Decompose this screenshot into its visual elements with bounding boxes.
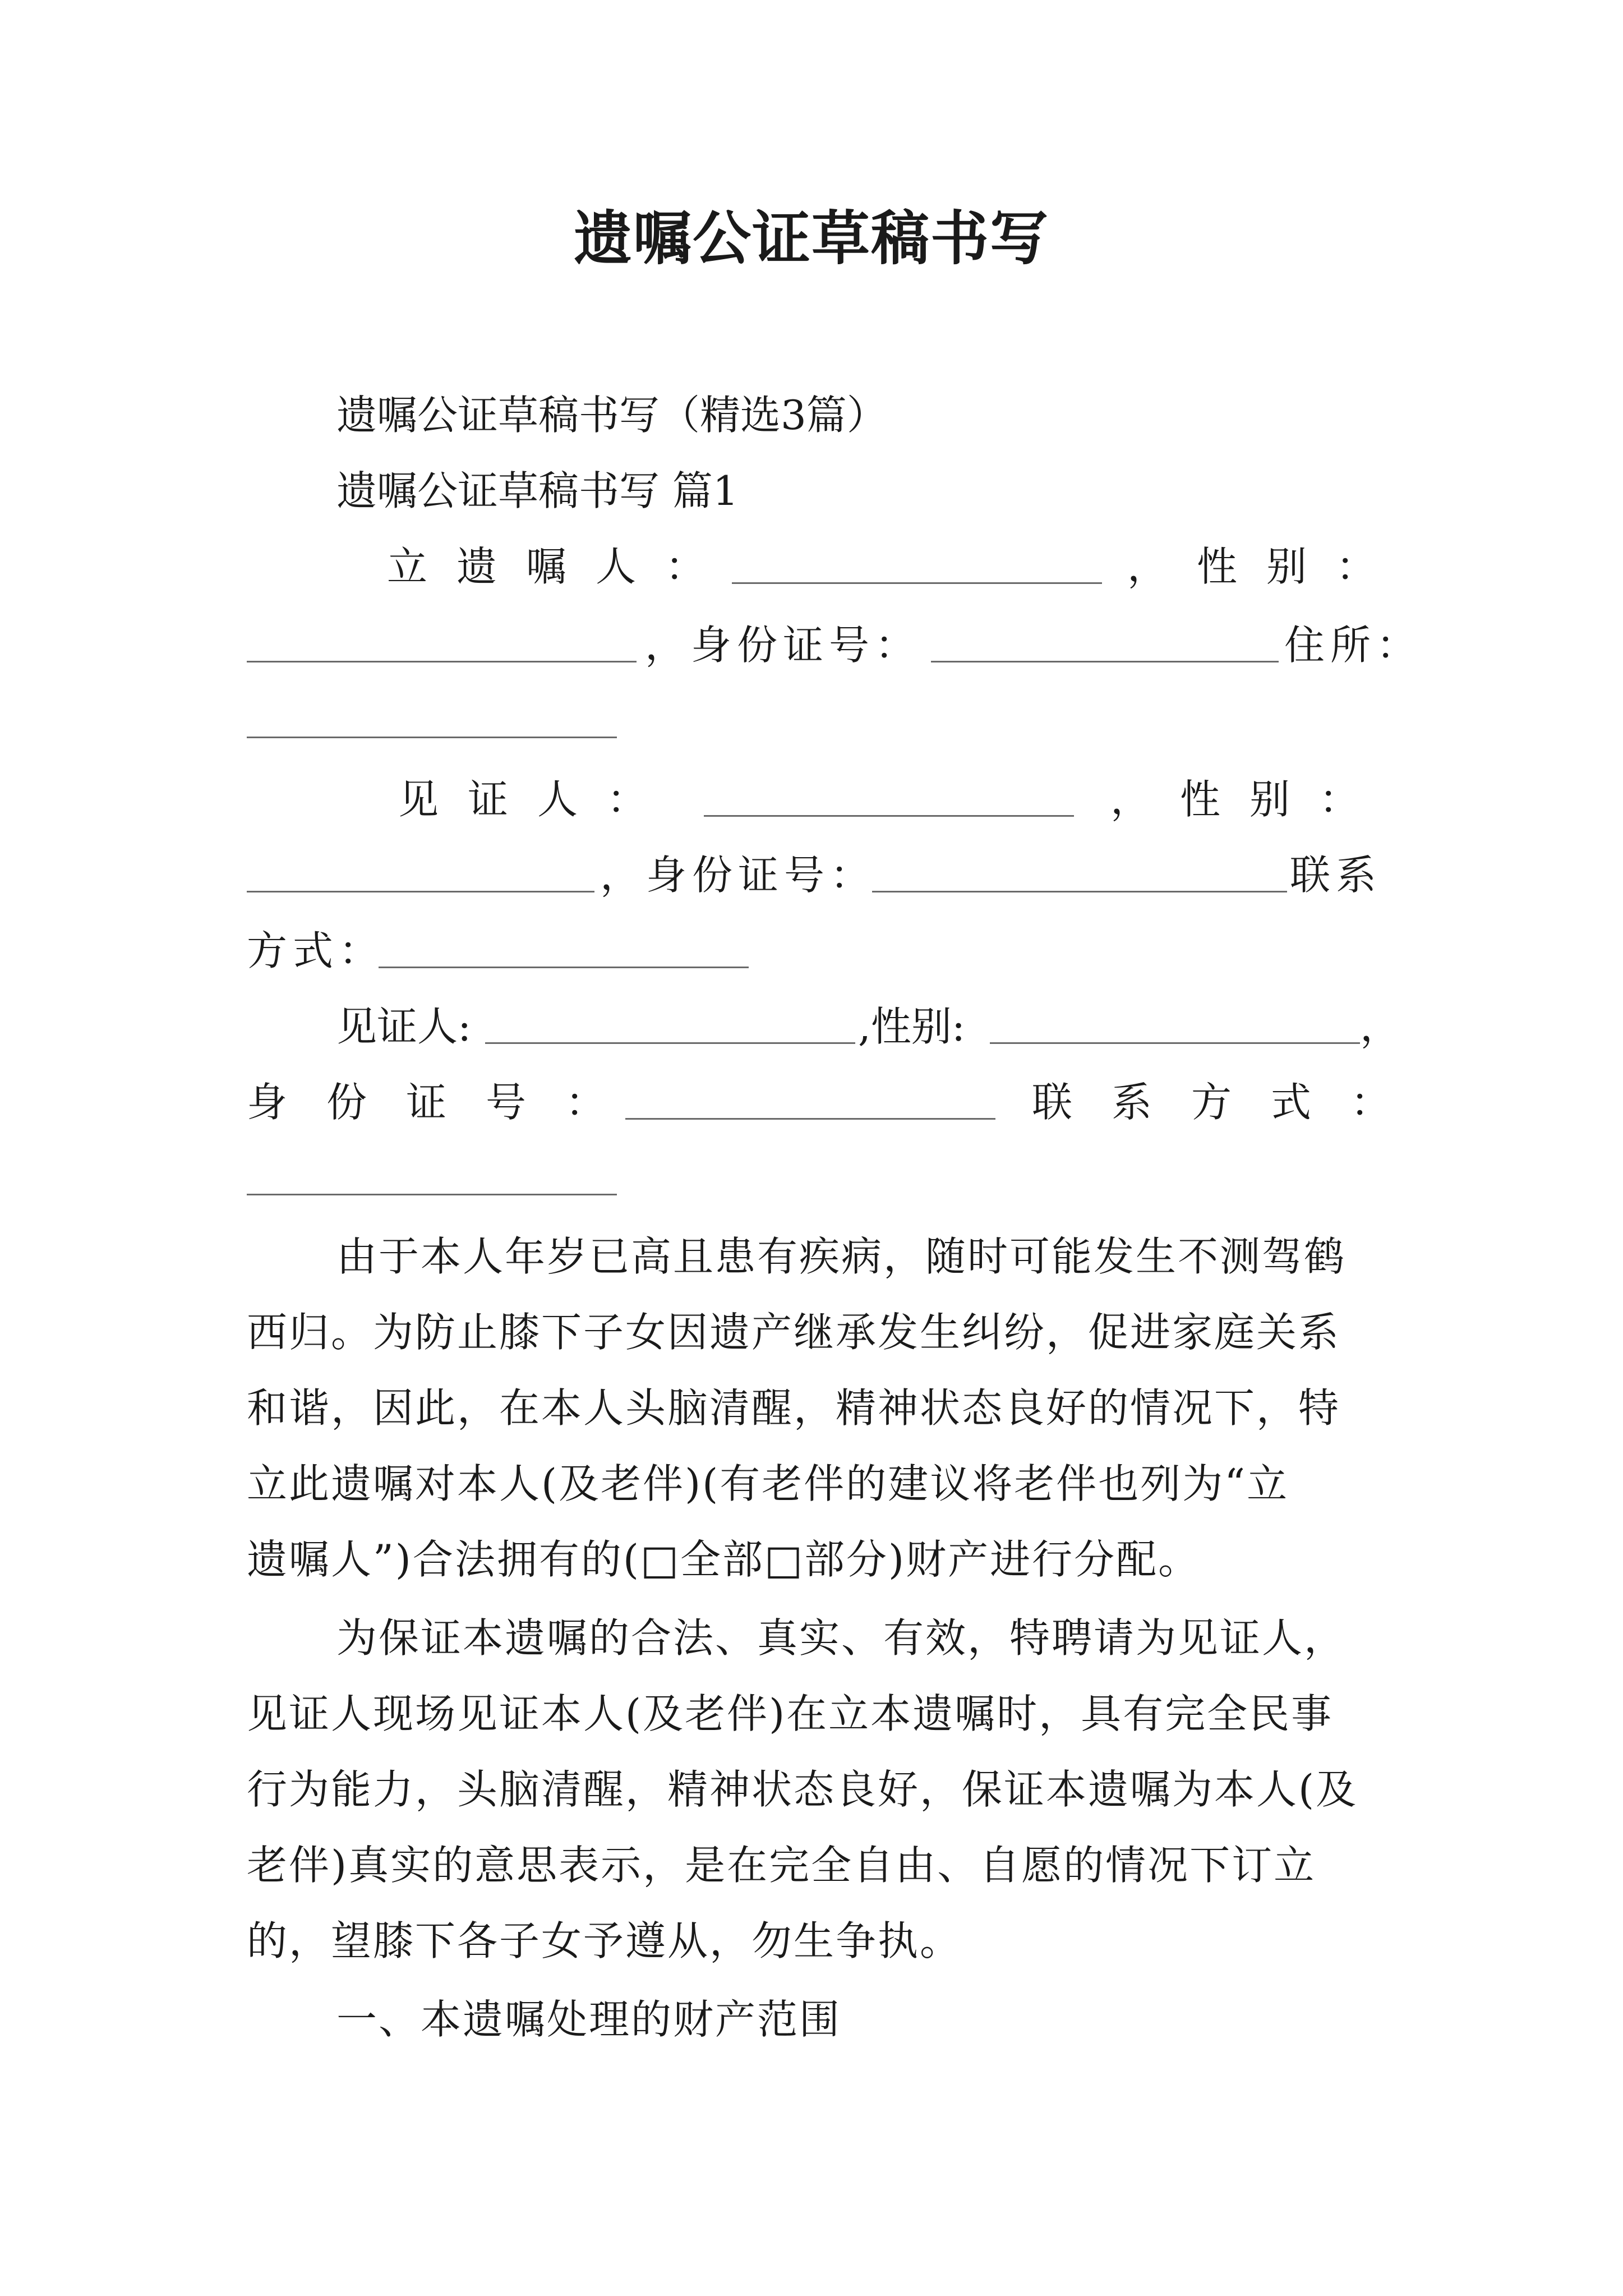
witness1-id-label: ，身份证号：: [600, 852, 877, 899]
document-title: 遗嘱公证草稿书写: [573, 204, 1049, 273]
witness2-comma: ，: [1360, 1003, 1401, 1050]
testator-name-blank[interactable]: [732, 539, 1102, 595]
paragraph-line: 为保证本遗嘱的合法、真实、有效，特聘请为见证人，: [336, 1614, 1347, 1662]
witness1-contact-label-cont: 方式：: [247, 927, 385, 974]
paragraph-line: 由于本人年岁已高且患有疾病，随时可能发生不测驾鹤: [336, 1233, 1347, 1280]
witness2-gender-blank[interactable]: [990, 999, 1360, 1055]
section-heading: 遗嘱公证草稿书写 篇1: [336, 467, 739, 514]
witness1-gender-label: ，性别：: [1110, 776, 1389, 823]
witness1-contact-blank[interactable]: [379, 923, 749, 979]
paragraph-line: 和谐，因此，在本人头脑清醒，精神状态良好的情况下，特: [247, 1384, 1341, 1432]
testator-gender-blank[interactable]: [247, 617, 637, 673]
testator-id-blank[interactable]: [931, 617, 1279, 673]
testator-id-label: ，身份证号：: [645, 622, 921, 669]
witness1-id-blank[interactable]: [872, 847, 1287, 903]
witness1-name-blank[interactable]: [704, 771, 1074, 827]
paragraph-line: 西归。为防止膝下子女因遗产继承发生纠纷，促进家庭关系: [247, 1309, 1341, 1356]
testator-label: 立遗嘱人：: [387, 543, 735, 590]
witness2-contact-label: 联系方式：: [1032, 1079, 1431, 1126]
witness2-id-blank[interactable]: [625, 1074, 995, 1130]
testator-gender-label: ，性别：: [1127, 543, 1406, 590]
witness2-contact-blank[interactable]: [247, 1150, 617, 1206]
witness2-id-label: 身份证号：: [247, 1079, 645, 1126]
witness1-gender-blank[interactable]: [247, 847, 594, 903]
witness2-gender-label: ,性别:: [858, 1003, 966, 1050]
paragraph-line: 老伴)真实的意思表示，是在完全自由、自愿的情况下订立: [247, 1842, 1316, 1889]
paragraph-line: 的，望膝下各子女予遵从，勿生争执。: [247, 1917, 962, 1964]
testator-address-label: 住所：: [1284, 622, 1423, 669]
witness2-label: 见证人:: [336, 1003, 472, 1050]
subtitle: 遗嘱公证草稿书写（精选3篇）: [336, 392, 887, 439]
section-one-heading: 一、本遗嘱处理的财产范围: [336, 1996, 842, 2043]
paragraph-line: 遗嘱人”)合法拥有的(□全部□部分)财产进行分配。: [247, 1536, 1201, 1583]
paragraph-line: 见证人现场见证本人(及老伴)在立本遗嘱时，具有完全民事: [247, 1690, 1334, 1737]
witness1-label: 见证人：: [398, 776, 677, 823]
witness2-name-blank[interactable]: [485, 999, 855, 1055]
paragraph-line: 行为能力，头脑清醒，精神状态良好，保证本遗嘱为本人(及: [247, 1766, 1358, 1813]
paragraph-line: 立此遗嘱对本人(及老伴)(有老伴的建议将老伴也列为“立: [247, 1460, 1289, 1507]
testator-address-blank[interactable]: [247, 693, 617, 749]
witness1-contact-label: 联系: [1290, 852, 1382, 899]
